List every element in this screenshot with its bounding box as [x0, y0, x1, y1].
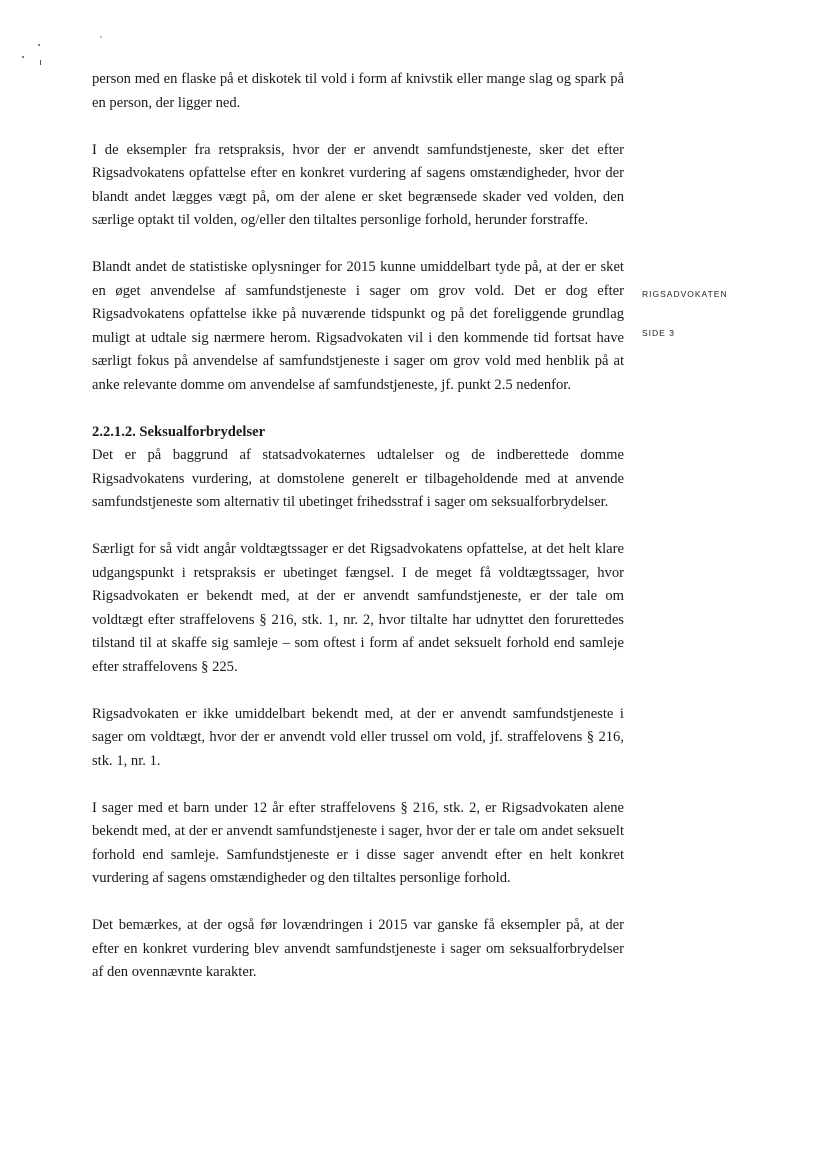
paragraph: I de eksempler fra retspraksis, hvor der er anvendt samfundstjeneste, sker det efter Rigsadvokatens opfattelse efter en konkret vurdering af sagens omstændigheder, hvor der blandt andet lægges vægt på, om der alene er sket begrænsede skader ved volden, den særlige optakt til volden, og/eller den tiltaltes personlige forhold, herunder forstraffe.	[92, 141, 624, 228]
paragraph: Blandt andet de statistiske oplysninger for 2015 kunne umiddelbart tyde på, at der er sket en øget anvendelse af samfundstjeneste i sager om grov vold. Det er dog efter Rigsadvokatens opfattelse ikke på nuværende tidspunkt og på det foreliggende grundlag muligt at udtale sig nærmere herom. Rigsadvokaten vil i den kommende tid fortsat have særligt fokus på anvendelse af samfundstjeneste i sager om grov vold med henblik på at anke relevante domme om anvendelse af samfundstjeneste, jf. punkt 2.5 nedenfor.	[92, 259, 624, 393]
scan-speck	[22, 56, 24, 58]
scan-speck	[40, 60, 41, 65]
paragraph: Særligt for så vidt angår voldtægtssager er det Rigsadvokatens opfattelse, at det helt klare udgangspunkt i retspraksis er ubetinget fængsel. I de meget få voldtægtssager, hvor Rigsadvokaten er bekendt med, at der er anvendt samfundstjeneste, er der tale om voldtægt efter straffelovens § 216, stk. 1, nr. 2, hvor tiltalte har udnyttet den forurettedes tilstand til at skaffe sig samleje – som oftest i form af andet seksuelt forhold end samleje efter straffelovens § 225.	[92, 541, 624, 675]
paragraph: Det bemærkes, at der også før lovændringen i 2015 var ganske få eksempler på, at der efter en konkret vurdering blev anvendt samfundstjeneste i sager om seksualforbrydelser af den ovennævnte karakter.	[92, 917, 624, 980]
scan-speck	[100, 36, 102, 38]
section-heading: 2.2.1.2. Seksualforbrydelser	[92, 423, 266, 440]
paragraph: I sager med et barn under 12 år efter straffelovens § 216, stk. 2, er Rigsadvokaten alene bekendt med, at der er anvendt samfundstjeneste i sager, hvor der er tale om andet seksuelt forhold end samleje. Samfundstjeneste er i disse sager anvendt efter en helt konkret vurdering af sagens omstændigheder og den tiltaltes personlige forhold.	[92, 799, 624, 886]
body-text	[92, 68, 624, 1008]
scan-speck	[38, 44, 40, 46]
paragraph: person med en flaske på et diskotek til vold i form af knivstik eller mange slag og spark på en person, der ligger ned.	[92, 71, 624, 111]
paragraph: Det er på baggrund af statsadvokaternes udtalelser og de indberettede domme Rigsadvokatens vurdering, at domstolene generelt er tilbageholdende med at anvende samfundstjeneste som alternativ til ubetinget frihedsstraf i sager om seksualforbrydelser.	[92, 447, 624, 510]
sidebar-organization: RIGSADVOKATEN	[642, 289, 728, 299]
paragraph: Rigsadvokaten er ikke umiddelbart bekendt med, at der er anvendt samfundstjeneste i sager om voldtægt, hvor der er anvendt vold eller trussel om vold, jf. straffelovens § 216, stk. 1, nr. 1.	[92, 705, 624, 769]
sidebar-page-number: SIDE 3	[642, 328, 675, 338]
